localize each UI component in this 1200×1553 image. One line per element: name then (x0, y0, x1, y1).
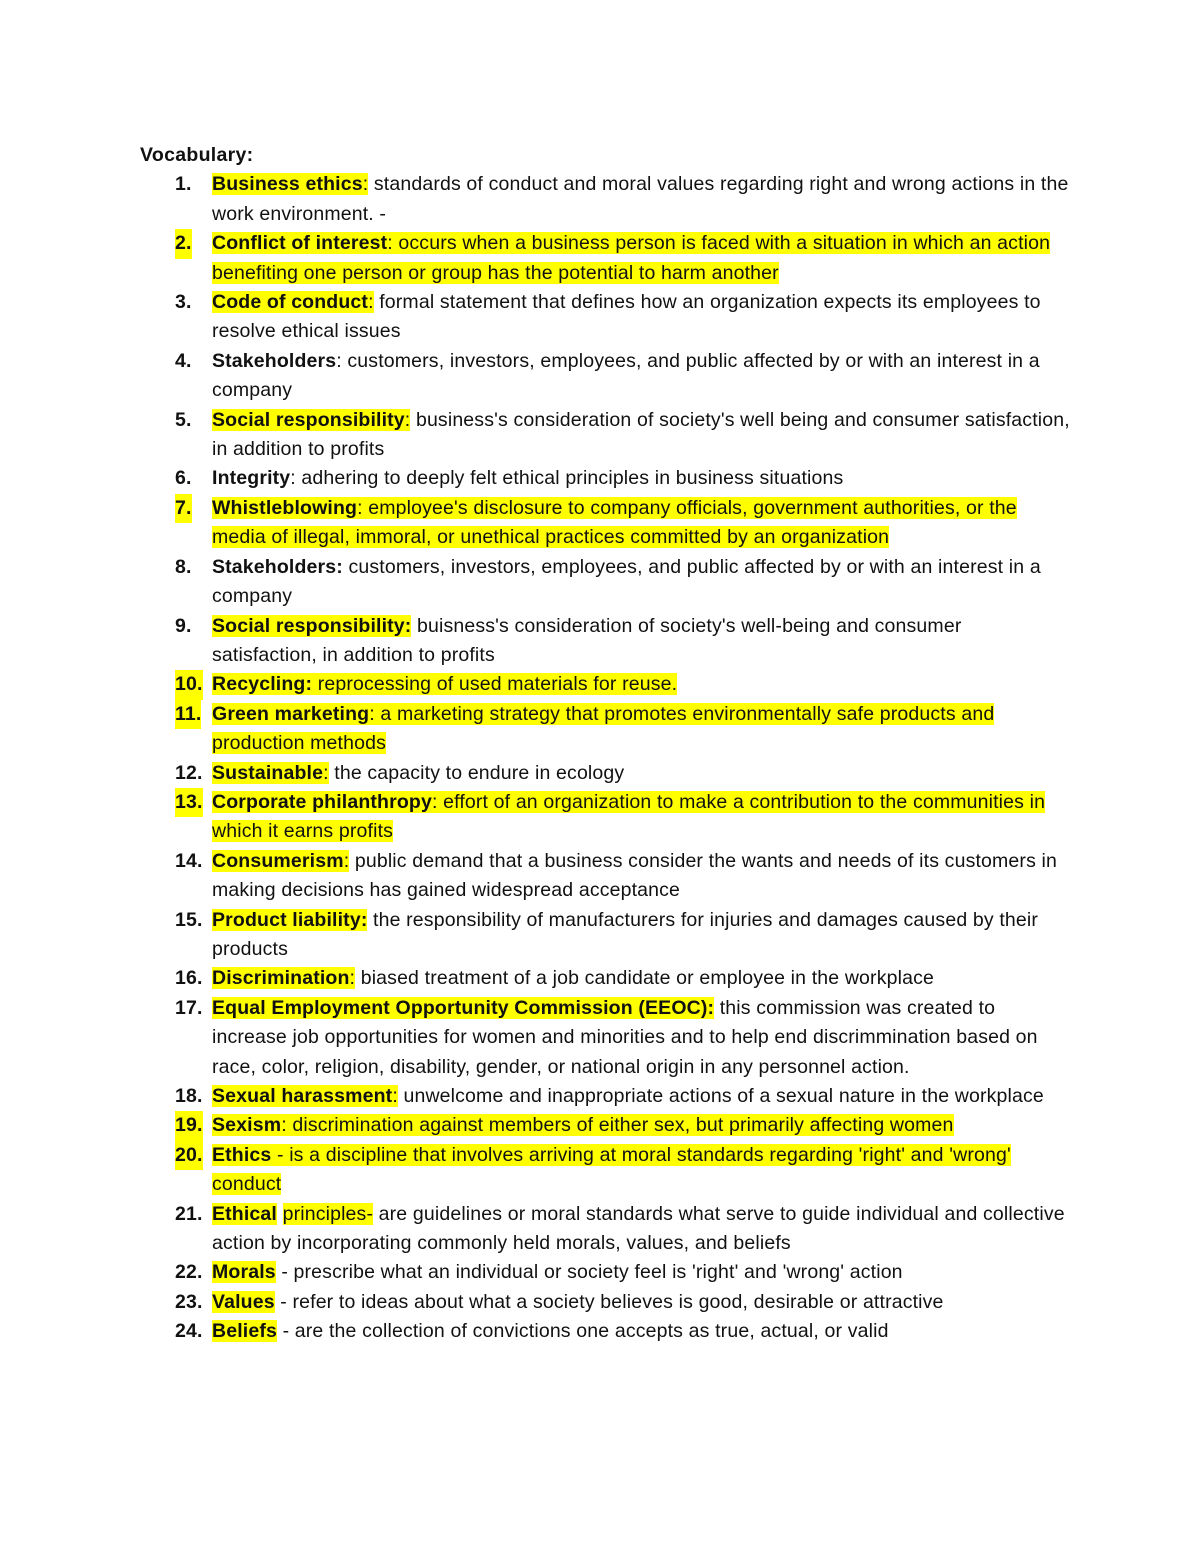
vocab-definition: effort of an organization to make a contribution to the communities in which it earns profits (212, 790, 1046, 843)
vocab-definition: the capacity to endure in ecology (328, 761, 625, 784)
vocab-item (140, 700, 1070, 759)
vocab-item (140, 170, 1070, 229)
term-highlight (212, 791, 438, 813)
vocab-definition: discrimination against members of either sex, but primarily affecting women (286, 1114, 954, 1137)
vocab-term: Equal Employment Opportunity Commission (EEOC): (212, 996, 715, 1019)
vocab-item (140, 494, 1070, 553)
term-highlight (212, 1144, 271, 1166)
vocab-definition: - is a discipline that involves arriving at moral standards regarding 'right' and 'wrong' conduct (212, 1143, 1011, 1196)
item-number: 7. (175, 494, 192, 523)
term-separator: : (349, 967, 356, 990)
vocab-term: Business ethics (212, 173, 363, 196)
vocab-term: Product liability: (212, 908, 368, 931)
term-separator: : (336, 349, 342, 372)
item-number: 8. (175, 555, 192, 578)
term-highlight (212, 409, 410, 431)
vocab-definition: employee's disclosure to company officials, government authorities, or the media of illegal, immoral, or unethical practices committed by an organization (212, 496, 1017, 549)
item-number: 5. (175, 408, 192, 431)
vocab-term: Social responsibility (212, 408, 405, 431)
term-highlight (212, 467, 296, 489)
vocab-term: Whistleblowing (212, 496, 358, 519)
vocab-term: Stakeholders (212, 349, 337, 372)
vocab-term: Sexual harassment (212, 1085, 393, 1107)
term-highlight (212, 291, 374, 313)
vocab-item (140, 288, 1070, 347)
vocab-item (140, 759, 1070, 788)
term-continuation: principles- (282, 1202, 374, 1225)
vocab-definition: the responsibility of manufacturers for injuries and damages caused by their products (212, 908, 1039, 960)
vocab-item (140, 964, 1070, 993)
vocab-definition: reprocessing of used materials for reuse. (312, 673, 678, 696)
vocab-item (140, 1141, 1070, 1200)
vocab-item (140, 1082, 1070, 1111)
term-highlight (212, 850, 349, 872)
vocab-definition: formal statement that defines how an organization expects its employees to resolve ethical issues (212, 291, 1041, 343)
vocab-item (140, 670, 1070, 699)
vocab-item (140, 406, 1070, 465)
term-highlight (212, 997, 714, 1019)
term-separator: : (343, 849, 350, 872)
term-separator: : (392, 1085, 398, 1107)
vocab-term: Discrimination (212, 967, 350, 990)
item-number: 9. (175, 614, 192, 637)
vocab-definition: a marketing strategy that promotes environmentally safe products and production methods (212, 702, 995, 755)
term-highlight (212, 232, 393, 254)
vocab-item (140, 1258, 1070, 1287)
vocab-item (140, 847, 1070, 906)
vocab-term: Beliefs (212, 1320, 277, 1343)
term-highlight (212, 173, 368, 195)
vocab-term: Code of conduct (212, 291, 369, 314)
item-number: 16. (175, 967, 203, 990)
vocab-definition: - are the collection of convictions one accepts as true, actual, or valid (277, 1320, 889, 1343)
vocab-item (140, 906, 1070, 965)
vocab-definition: buisness's consideration of society's well-being and consumer satisfaction, in addition to profits (212, 614, 962, 666)
vocab-term: Ethical (212, 1202, 277, 1225)
vocab-item (140, 464, 1070, 493)
term-separator: : (357, 496, 363, 519)
item-number: 3. (175, 291, 192, 314)
item-number: 22. (175, 1261, 203, 1284)
term-separator: : (281, 1114, 287, 1137)
vocab-definition: business's consideration of society's well being and consumer satisfaction, in addition to profits (212, 408, 1070, 461)
item-number: 10. (175, 670, 203, 699)
term-highlight (212, 497, 363, 519)
term-separator: : (368, 291, 374, 314)
term-highlight (212, 1114, 287, 1136)
term-separator: : (387, 232, 393, 255)
term-separator: : (404, 408, 411, 431)
item-number: 11. (175, 700, 201, 729)
item-number: 18. (175, 1085, 203, 1107)
vocab-term: Sexism (212, 1114, 282, 1137)
vocab-term: Conflict of interest (212, 232, 388, 255)
vocab-item (140, 1288, 1070, 1317)
vocab-term: Recycling: (212, 673, 313, 696)
term-separator: : (369, 702, 375, 725)
term-highlight (212, 967, 355, 989)
vocab-term: Values (212, 1290, 275, 1313)
item-number: 23. (175, 1290, 203, 1313)
document-page (140, 141, 1070, 1347)
vocab-term: Stakeholders: (212, 555, 343, 578)
term-highlight (212, 673, 312, 695)
term-highlight (212, 1085, 398, 1107)
item-number: 4. (175, 349, 192, 372)
vocabulary-heading: Vocabulary: (140, 144, 254, 166)
item-number: 12. (175, 761, 203, 784)
vocab-definition: - prescribe what an individual or society feel is 'right' and 'wrong' action (275, 1261, 903, 1284)
vocab-item (140, 994, 1070, 1082)
term-separator: : (362, 173, 369, 196)
vocab-item (140, 229, 1070, 288)
vocab-definition: - refer to ideas about what a society believes is good, desirable or attractive (274, 1290, 944, 1313)
term-highlight (212, 1261, 276, 1283)
vocab-term: Ethics (212, 1143, 272, 1166)
item-number: 20. (175, 1141, 203, 1170)
vocab-definition: are guidelines or moral standards what serve to guide individual and collective action by incorporating commonly held morals, values, and beliefs (212, 1202, 1065, 1255)
vocab-definition: customers, investors, employees, and public affected by or with an interest in a company (212, 349, 1040, 402)
item-number: 19. (175, 1111, 203, 1140)
term-separator: : (323, 761, 329, 784)
term-highlight (212, 1291, 275, 1313)
vocab-definition: public demand that a business consider the wants and needs of its customers in making decisions has gained widespread acceptance (212, 849, 1058, 902)
vocab-term: Morals (212, 1261, 276, 1284)
term-highlight (212, 762, 329, 784)
term-separator: : (290, 467, 296, 490)
vocab-term: Social responsibility: (212, 614, 412, 637)
item-number: 17. (175, 996, 203, 1019)
item-number: 21. (175, 1202, 203, 1225)
item-number: 24. (175, 1320, 203, 1343)
term-highlight (212, 1203, 277, 1225)
item-number: 2. (175, 229, 192, 258)
term-highlight (212, 350, 342, 372)
vocab-item (140, 347, 1070, 406)
item-number: 6. (175, 467, 192, 490)
vocab-term: Green marketing (212, 702, 370, 725)
vocab-definition: this commission was created to increase job opportunities for women and minorities and to help end discrimmination based on race, color, religion, disability, gender, or national origin in any personnel action. (212, 996, 1038, 1078)
item-number: 15. (175, 908, 203, 931)
term-highlight (212, 1320, 277, 1342)
vocabulary-list (140, 170, 1070, 1346)
vocab-item (140, 553, 1070, 612)
vocab-definition: standards of conduct and moral values regarding right and wrong actions in the work environment. - (212, 173, 1069, 225)
vocab-item (140, 1317, 1070, 1346)
vocab-item (140, 788, 1070, 847)
item-number: 14. (175, 849, 203, 872)
vocab-term: Integrity (212, 467, 291, 490)
item-number: 13. (175, 788, 203, 817)
term-highlight (212, 556, 343, 578)
vocab-definition: customers, investors, employees, and public affected by or with an interest in a company (212, 555, 1041, 608)
vocab-term: Corporate philanthropy (212, 790, 432, 813)
vocab-item (140, 1200, 1070, 1259)
vocab-term: Sustainable (212, 761, 324, 784)
vocab-item (140, 612, 1070, 671)
term-highlight (212, 703, 375, 725)
vocab-item (140, 1111, 1070, 1140)
vocab-definition: adhering to deeply felt ethical principles in business situations (295, 467, 844, 490)
term-highlight (212, 615, 411, 637)
vocab-definition: occurs when a business person is faced with a situation in which an action benefiting one person or group has the potential to harm another (212, 232, 1051, 284)
term-highlight (212, 909, 367, 931)
vocab-definition: unwelcome and inappropriate actions of a sexual nature in the workplace (397, 1085, 1044, 1107)
term-separator: : (431, 790, 438, 813)
item-number: 1. (175, 173, 192, 196)
vocab-definition: biased treatment of a job candidate or employee in the workplace (355, 967, 934, 990)
vocab-term: Consumerism (212, 849, 344, 872)
